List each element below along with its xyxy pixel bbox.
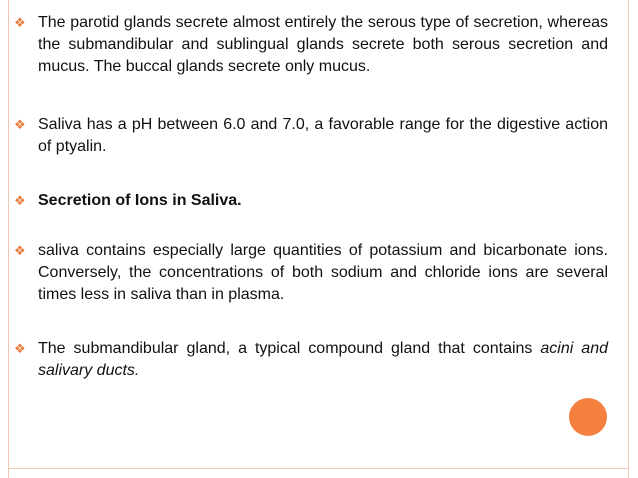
hollow-diamond-bullet-icon: ❖: [14, 243, 26, 258]
bullet-text: The parotid glands secrete almost entirely the serous type of secretion, whereas the submandibular and sublingual glands secrete both serous secretion and mucus. The buccal glands secrete only mucus.: [38, 14, 608, 75]
hollow-diamond-bullet-icon: ❖: [14, 15, 26, 30]
bullet-text: Saliva has a pH between 6.0 and 7.0, a favorable range for the digestive action of ptyalin.: [38, 116, 608, 155]
orange-circle-decoration: [569, 398, 607, 436]
frame-right-line: [628, 0, 629, 478]
frame-bottom-line: [8, 468, 629, 469]
hollow-diamond-bullet-icon: ❖: [14, 117, 26, 132]
section-heading: Secretion of Ions in Saliva.: [38, 192, 242, 209]
frame-left-line: [8, 0, 9, 478]
bullet-text-normal: The submandibular gland, a typical compound gland that contains: [38, 340, 541, 357]
bullet-text: saliva contains especially large quantities of potassium and bicarbonate ions. Conversely, the concentrations of both sodium and chloride ions are several times less in saliva than in plasma.: [38, 242, 608, 303]
hollow-diamond-bullet-icon: ❖: [14, 341, 26, 356]
hollow-diamond-bullet-icon: ❖: [14, 193, 26, 208]
bullet-text-italic: acini and salivary ducts.: [38, 340, 608, 379]
bullet-text: [38, 338, 608, 382]
